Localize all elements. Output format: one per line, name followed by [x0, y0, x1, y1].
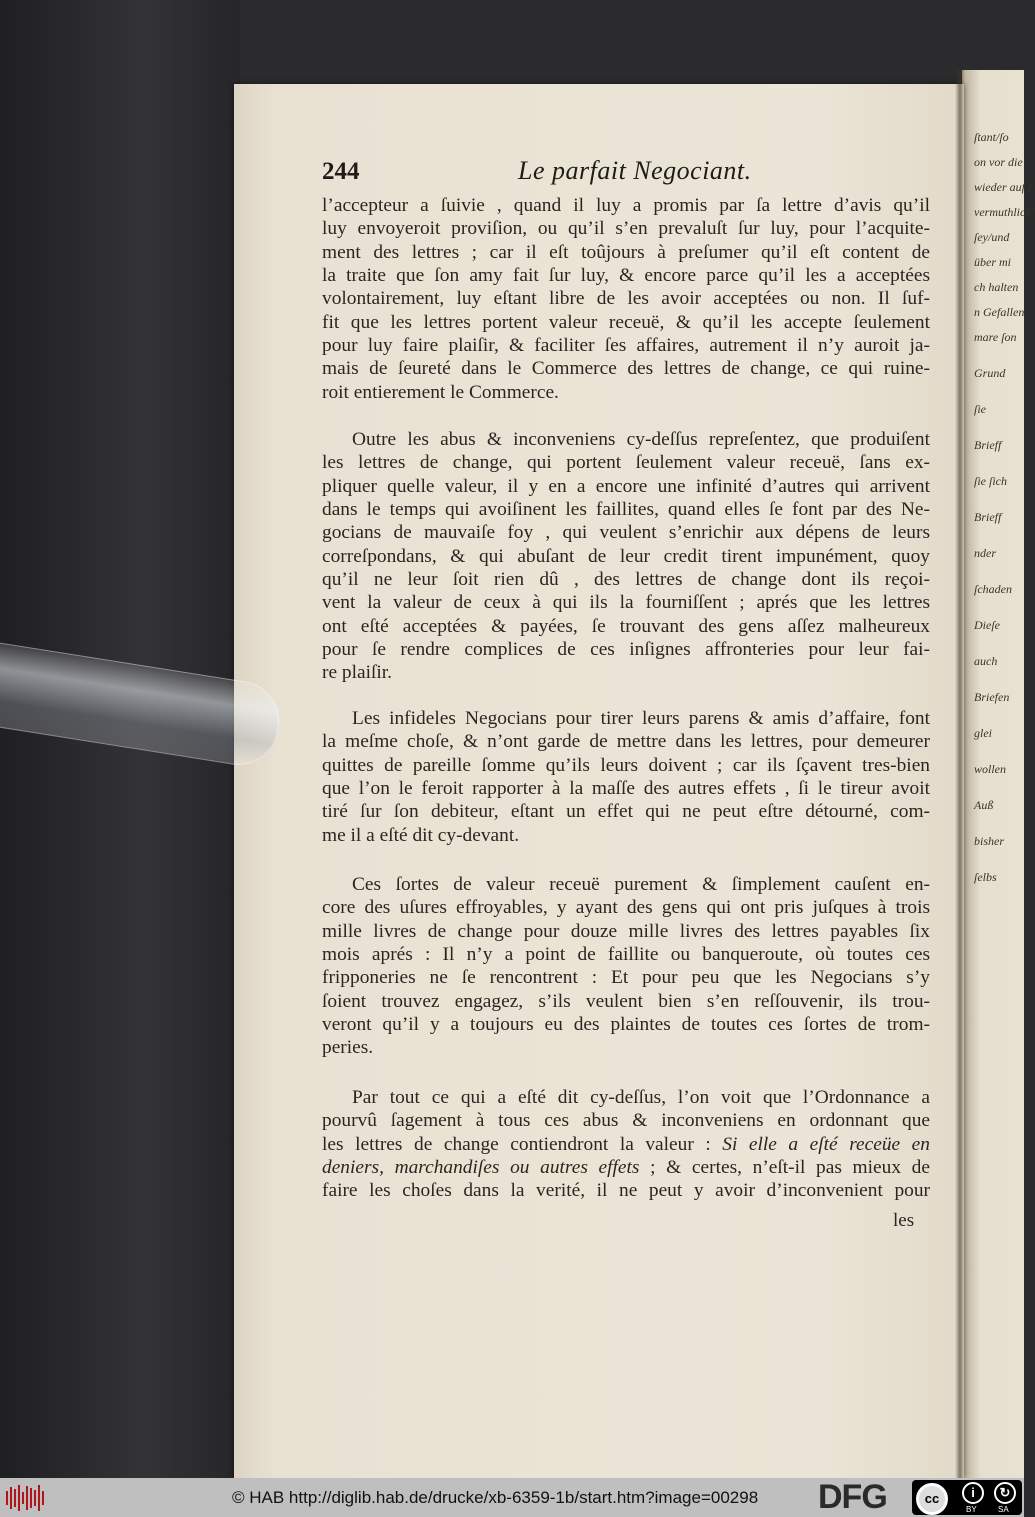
facing-page-text: Dieſe	[974, 618, 1000, 632]
sa-label: SA	[998, 1505, 1009, 1514]
page-header	[322, 156, 930, 188]
logo-bar	[18, 1485, 20, 1511]
text-line: pliquer quelle valeur, il y en a encore une infinité d’autres qui arrivent	[322, 475, 930, 497]
facing-page-text: mare ſon	[974, 330, 1017, 344]
text-line: vent la valeur de ceux à qui ils la fourniſſent ; aprés que les lettres	[322, 592, 930, 614]
text-line: fripponeries ne ſe rencontrent : Et pour peu que les Negocians s’y	[322, 967, 930, 989]
text-line: qu’il ne leur ſoit rien dû , des lettres de change dont ils reçoi-	[322, 569, 930, 591]
paragraph-5	[322, 1086, 930, 1203]
facing-page-text: wieder auf ſ	[974, 180, 1032, 194]
facing-page-text: nder	[974, 546, 996, 560]
facing-page-text: wollen	[974, 762, 1006, 776]
hab-logo	[6, 1484, 48, 1512]
dfg-logo: DFG	[818, 1478, 887, 1516]
text-line: mois aprés : Il n’y a point de faillite ou banqueroute, où toutes ces	[322, 944, 930, 966]
text-line: pourvû ſagement à tous ces abus & inconveniens en ordonnant que	[322, 1110, 930, 1132]
logo-bar	[34, 1490, 36, 1506]
facing-page-text: Brieff	[974, 438, 1002, 452]
text-run: les lettres de change contiendront la valeur :	[322, 1133, 723, 1155]
logo-bar	[42, 1491, 44, 1505]
text-line: ment des lettres ; car il eſt toûjours à preſumer qu’il eſt content de	[322, 241, 930, 263]
facing-page-text: ch halten	[974, 280, 1019, 294]
gutter-shadow	[955, 70, 965, 1478]
text-line: la meſme choſe, & n’ont garde de mettre dans les lettres, pour demeurer	[322, 731, 930, 753]
logo-bar	[38, 1485, 40, 1511]
facing-page-text: vermuthlich/	[974, 205, 1035, 219]
text-line: Par tout ce qui a eſté dit cy-deſſus, l’on voit que l’Ordonnance a	[352, 1087, 930, 1108]
paragraph-2	[322, 428, 930, 685]
logo-bar	[10, 1487, 12, 1509]
facing-page-text: ſchaden	[974, 582, 1012, 596]
text-line: la traite que ſon amy fait ſur luy, & encore parce qu’il les a acceptées	[322, 265, 930, 287]
catchword: les	[893, 1210, 915, 1231]
italic-quote: deniers, marchandiſes ou autres effets	[322, 1157, 640, 1179]
cc-license-badge[interactable]	[912, 1480, 1022, 1515]
text-line: dans le temps qui avoiſinent les faillites, quand elles ſe font par des Ne-	[322, 499, 930, 521]
sa-icon: ↻	[994, 1482, 1016, 1504]
text-line: luy envoyeroit proviſion, ou qu’il s’en prevaluſt ſur luy, pour l’acquite-	[322, 218, 930, 240]
text-line: core des uſures effroyables, y ayant des gens qui ont pris juſques à trois	[322, 897, 930, 919]
text-line: les lettres de change, qui portent ſeulement valeur receuë, ſans ex-	[322, 452, 930, 474]
text-line: gocians de mauvaiſe foy , qui veulent s’enrichir aux dépens de leurs	[322, 522, 930, 544]
cc-icon: cc	[916, 1483, 948, 1515]
logo-bar	[30, 1488, 32, 1508]
text-line	[322, 1133, 930, 1156]
text-line: que l’on le feroit rapporter à la maſſe des autres effets , ſi le tireur avoit	[322, 778, 930, 800]
credit-link[interactable]: © HAB http://diglib.hab.de/drucke/xb-6359-1b/start.htm?image=00298	[232, 1488, 759, 1507]
text-line	[322, 1156, 930, 1179]
text-line: fit que les lettres portent valeur receuë, & qu’il les accepte ſeulement	[322, 311, 930, 333]
facing-page-text: on vor die	[974, 155, 1023, 169]
logo-bar	[22, 1492, 24, 1504]
facing-page-text: über mi	[974, 255, 1011, 269]
text-line: roit entierement le Commerce.	[322, 381, 559, 403]
paragraph-1	[322, 194, 930, 404]
facing-page-text: ſtant/ſo	[974, 130, 1009, 144]
facing-page-text: Grund	[974, 366, 1006, 380]
text-line: Ces ſortes de valeur receuë purement & ſimplement cauſent en-	[352, 874, 930, 895]
facing-page-text: ſie	[974, 402, 986, 416]
facing-page-text: Brieff	[974, 510, 1002, 524]
text-line: veront qu’il y a toujours eu des plaintes de toutes ces ſortes de trom-	[322, 1014, 930, 1036]
text-line: mille livres de change pour douze mille livres des lettres payables ſix	[322, 920, 930, 942]
text-line: volontairement, luy eſtant libre de les avoir acceptées ou non. Il ſuf-	[322, 288, 930, 310]
text-line: quittes de pareille ſomme qu’ils leurs doivent ; car ils ſçavent tres-bien	[322, 754, 930, 776]
footer-bar	[0, 1478, 1024, 1517]
text-line: ont eſté acceptées & payées, ſe trouvant des gens aſſez malheureux	[322, 615, 930, 637]
text-line: pour luy faire plaiſir, & faciliter ſes affaires, autrement il n’y auroit ja-	[322, 335, 930, 357]
logo-bar	[26, 1486, 28, 1510]
by-icon: i	[962, 1482, 984, 1504]
text-line: tiré ſur ſon debiteur, eſtant un effet qui ne peut eſtre détourné, com-	[322, 801, 930, 823]
italic-quote: Si elle a eſté receüe en	[722, 1133, 930, 1155]
facing-page-text: glei	[974, 726, 992, 740]
facing-page-text: ſie ſich	[974, 474, 1007, 488]
facing-page-text: ſelbs	[974, 870, 997, 884]
text-run: ; & certes, n’eſt-il pas mieux de	[639, 1157, 930, 1179]
facing-page-text: ſey/und	[974, 230, 1010, 244]
by-label: BY	[966, 1505, 977, 1514]
facing-page-text: bisher	[974, 834, 1004, 848]
facing-page-text: Auß	[974, 798, 994, 812]
logo-bar	[14, 1489, 16, 1507]
facing-page	[962, 70, 1035, 1478]
text-line: re plaiſir.	[322, 662, 392, 684]
text-line: Les infideles Negocians pour tirer leurs parens & amis d’affaire, font	[352, 708, 930, 729]
facing-page-text: auch	[974, 654, 998, 668]
facing-page-text: Briefen	[974, 690, 1010, 704]
paragraph-3	[322, 707, 930, 847]
logo-bar	[6, 1491, 8, 1505]
paragraph-4	[322, 873, 930, 1060]
text-line: faire les choſes dans la verité, il ne peut y avoir d’inconvenient pour	[322, 1180, 930, 1202]
text-line: correſpondans, & qui abuſant de leur credit tirent impunément, quoy	[322, 545, 930, 567]
facing-page-text: n Gefallen	[974, 305, 1025, 319]
text-line: l’accepteur a ſuivie , quand il luy a promis par ſa lettre d’avis qu’il	[322, 195, 930, 216]
text-line: me il a eſté dit cy-devant.	[322, 824, 520, 846]
text-line: mais de ſeureté dans le Commerce des lettres de change, ce qui ruine-	[322, 358, 930, 380]
running-title: Le parfait Negociant.	[518, 156, 752, 185]
text-line: ſoient trouvez engagez, s’ils veulent bien s’en reſſouvenir, ils trou-	[322, 990, 930, 1012]
page-number: 244	[322, 158, 360, 185]
text-line: Outre les abus & inconveniens cy-deſſus repreſentez, que produiſent	[352, 429, 930, 450]
text-line: peries.	[322, 1037, 374, 1059]
text-line: pour ſe rendre complices de ces inſignes affronteries pour leur fai-	[322, 639, 930, 661]
